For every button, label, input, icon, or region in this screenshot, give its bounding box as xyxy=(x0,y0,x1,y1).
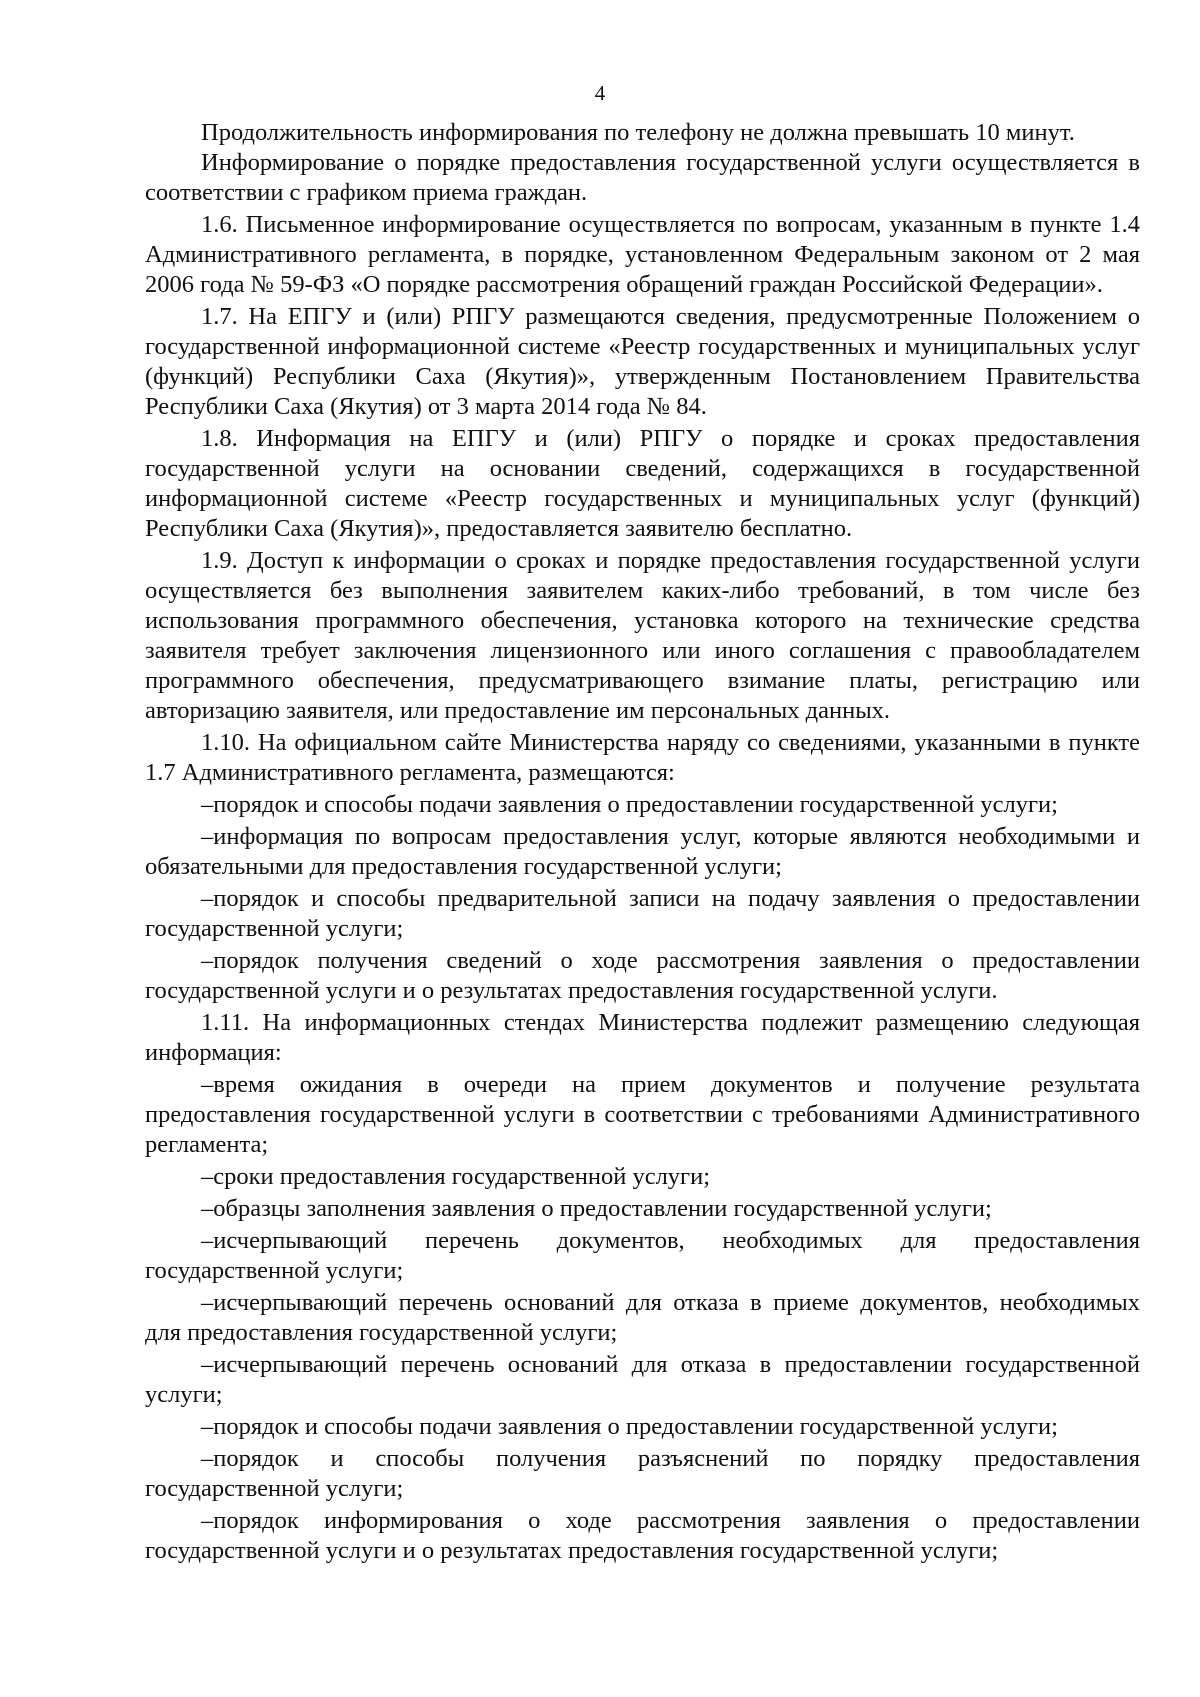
list-item: –исчерпывающий перечень оснований для отказа в предоставлении государственной услуги; xyxy=(145,1351,1140,1408)
list-item: –порядок и способы подачи заявления о предоставлении государственной услуги; xyxy=(201,791,1058,818)
list-item: –порядок и способы получения разъяснений по порядку предоставления государственной услуги; xyxy=(145,1445,1140,1502)
list-item: –порядок и способы предварительной записи на подачу заявления о предоставлении государственной услуги; xyxy=(145,885,1140,942)
list-item: –порядок получения сведений о ходе рассмотрения заявления о предоставлении государственной услуги и о результатах предоставления государственной услуги. xyxy=(145,947,1140,1004)
paragraph: 1.6. Письменное информирование осуществляется по вопросам, указанным в пункте 1.4 Административного регламента, в порядке, установленном Федеральным законом от 2 мая 2006 года № 59-ФЗ «О порядке рассмотрения обращений граждан Российской Федерации». xyxy=(145,211,1140,298)
paragraph: 1.11. На информационных стендах Министерства подлежит размещению следующая информация: xyxy=(145,1009,1140,1066)
paragraph: 1.10. На официальном сайте Министерства наряду со сведениями, указанными в пункте 1.7 Административного регламента, размещаются: xyxy=(145,729,1140,786)
list-item: –время ожидания в очереди на прием документов и получение результата предоставления государственной услуги в соответствии с требованиями Административного регламента; xyxy=(145,1071,1140,1158)
paragraph: 1.8. Информация на ЕПГУ и (или) РПГУ о порядке и сроках предоставления государственной услуги на основании сведений, содержащихся в государственной информационной системе «Реестр государственных и муниципальных услуг (функций) Республики Саха (Якутия)», предоставляется заявителю бесплатно. xyxy=(145,425,1140,542)
paragraph: 1.9. Доступ к информации о сроках и порядке предоставления государственной услуги осуществляется без выполнения заявителем каких-либо требований, в том числе без использования программного обеспечения, установка которого на технические средства заявителя требует заключения лицензионного или иного соглашения с правообладателем программного обеспечения, предусматривающего взимание платы, регистрацию или авторизацию заявителя, или предоставление им персональных данных. xyxy=(145,547,1140,724)
page-number: 4 xyxy=(594,81,606,105)
list-item: –информация по вопросам предоставления услуг, которые являются необходимыми и обязательными для предоставления государственной услуги; xyxy=(145,823,1140,880)
list-item: –порядок и способы подачи заявления о предоставлении государственной услуги; xyxy=(201,1413,1058,1440)
list-item: –исчерпывающий перечень документов, необходимых для предоставления государственной услуги; xyxy=(145,1227,1140,1284)
paragraph: 1.7. На ЕПГУ и (или) РПГУ размещаются сведения, предусмотренные Положением о государственной информационной системе «Реестр государственных и муниципальных услуг (функций) Республики Саха (Якутия)», утвержденным Постановлением Правительства Республики Саха (Якутия) от 3 марта 2014 года № 84. xyxy=(145,303,1140,420)
document-body xyxy=(145,118,1140,1566)
list-item: –порядок информирования о ходе рассмотрения заявления о предоставлении государственной услуги и о результатах предоставления государственной услуги; xyxy=(145,1507,1140,1564)
list-item: –исчерпывающий перечень оснований для отказа в приеме документов, необходимых для предоставления государственной услуги; xyxy=(145,1289,1140,1346)
paragraph: Продолжительность информирования по телефону не должна превышать 10 минут. xyxy=(201,119,1075,146)
list-item: –образцы заполнения заявления о предоставлении государственной услуги; xyxy=(201,1195,992,1222)
list-item: –сроки предоставления государственной услуги; xyxy=(201,1163,711,1190)
paragraph: Информирование о порядке предоставления государственной услуги осуществляется в соответствии с графиком приема граждан. xyxy=(145,149,1140,206)
